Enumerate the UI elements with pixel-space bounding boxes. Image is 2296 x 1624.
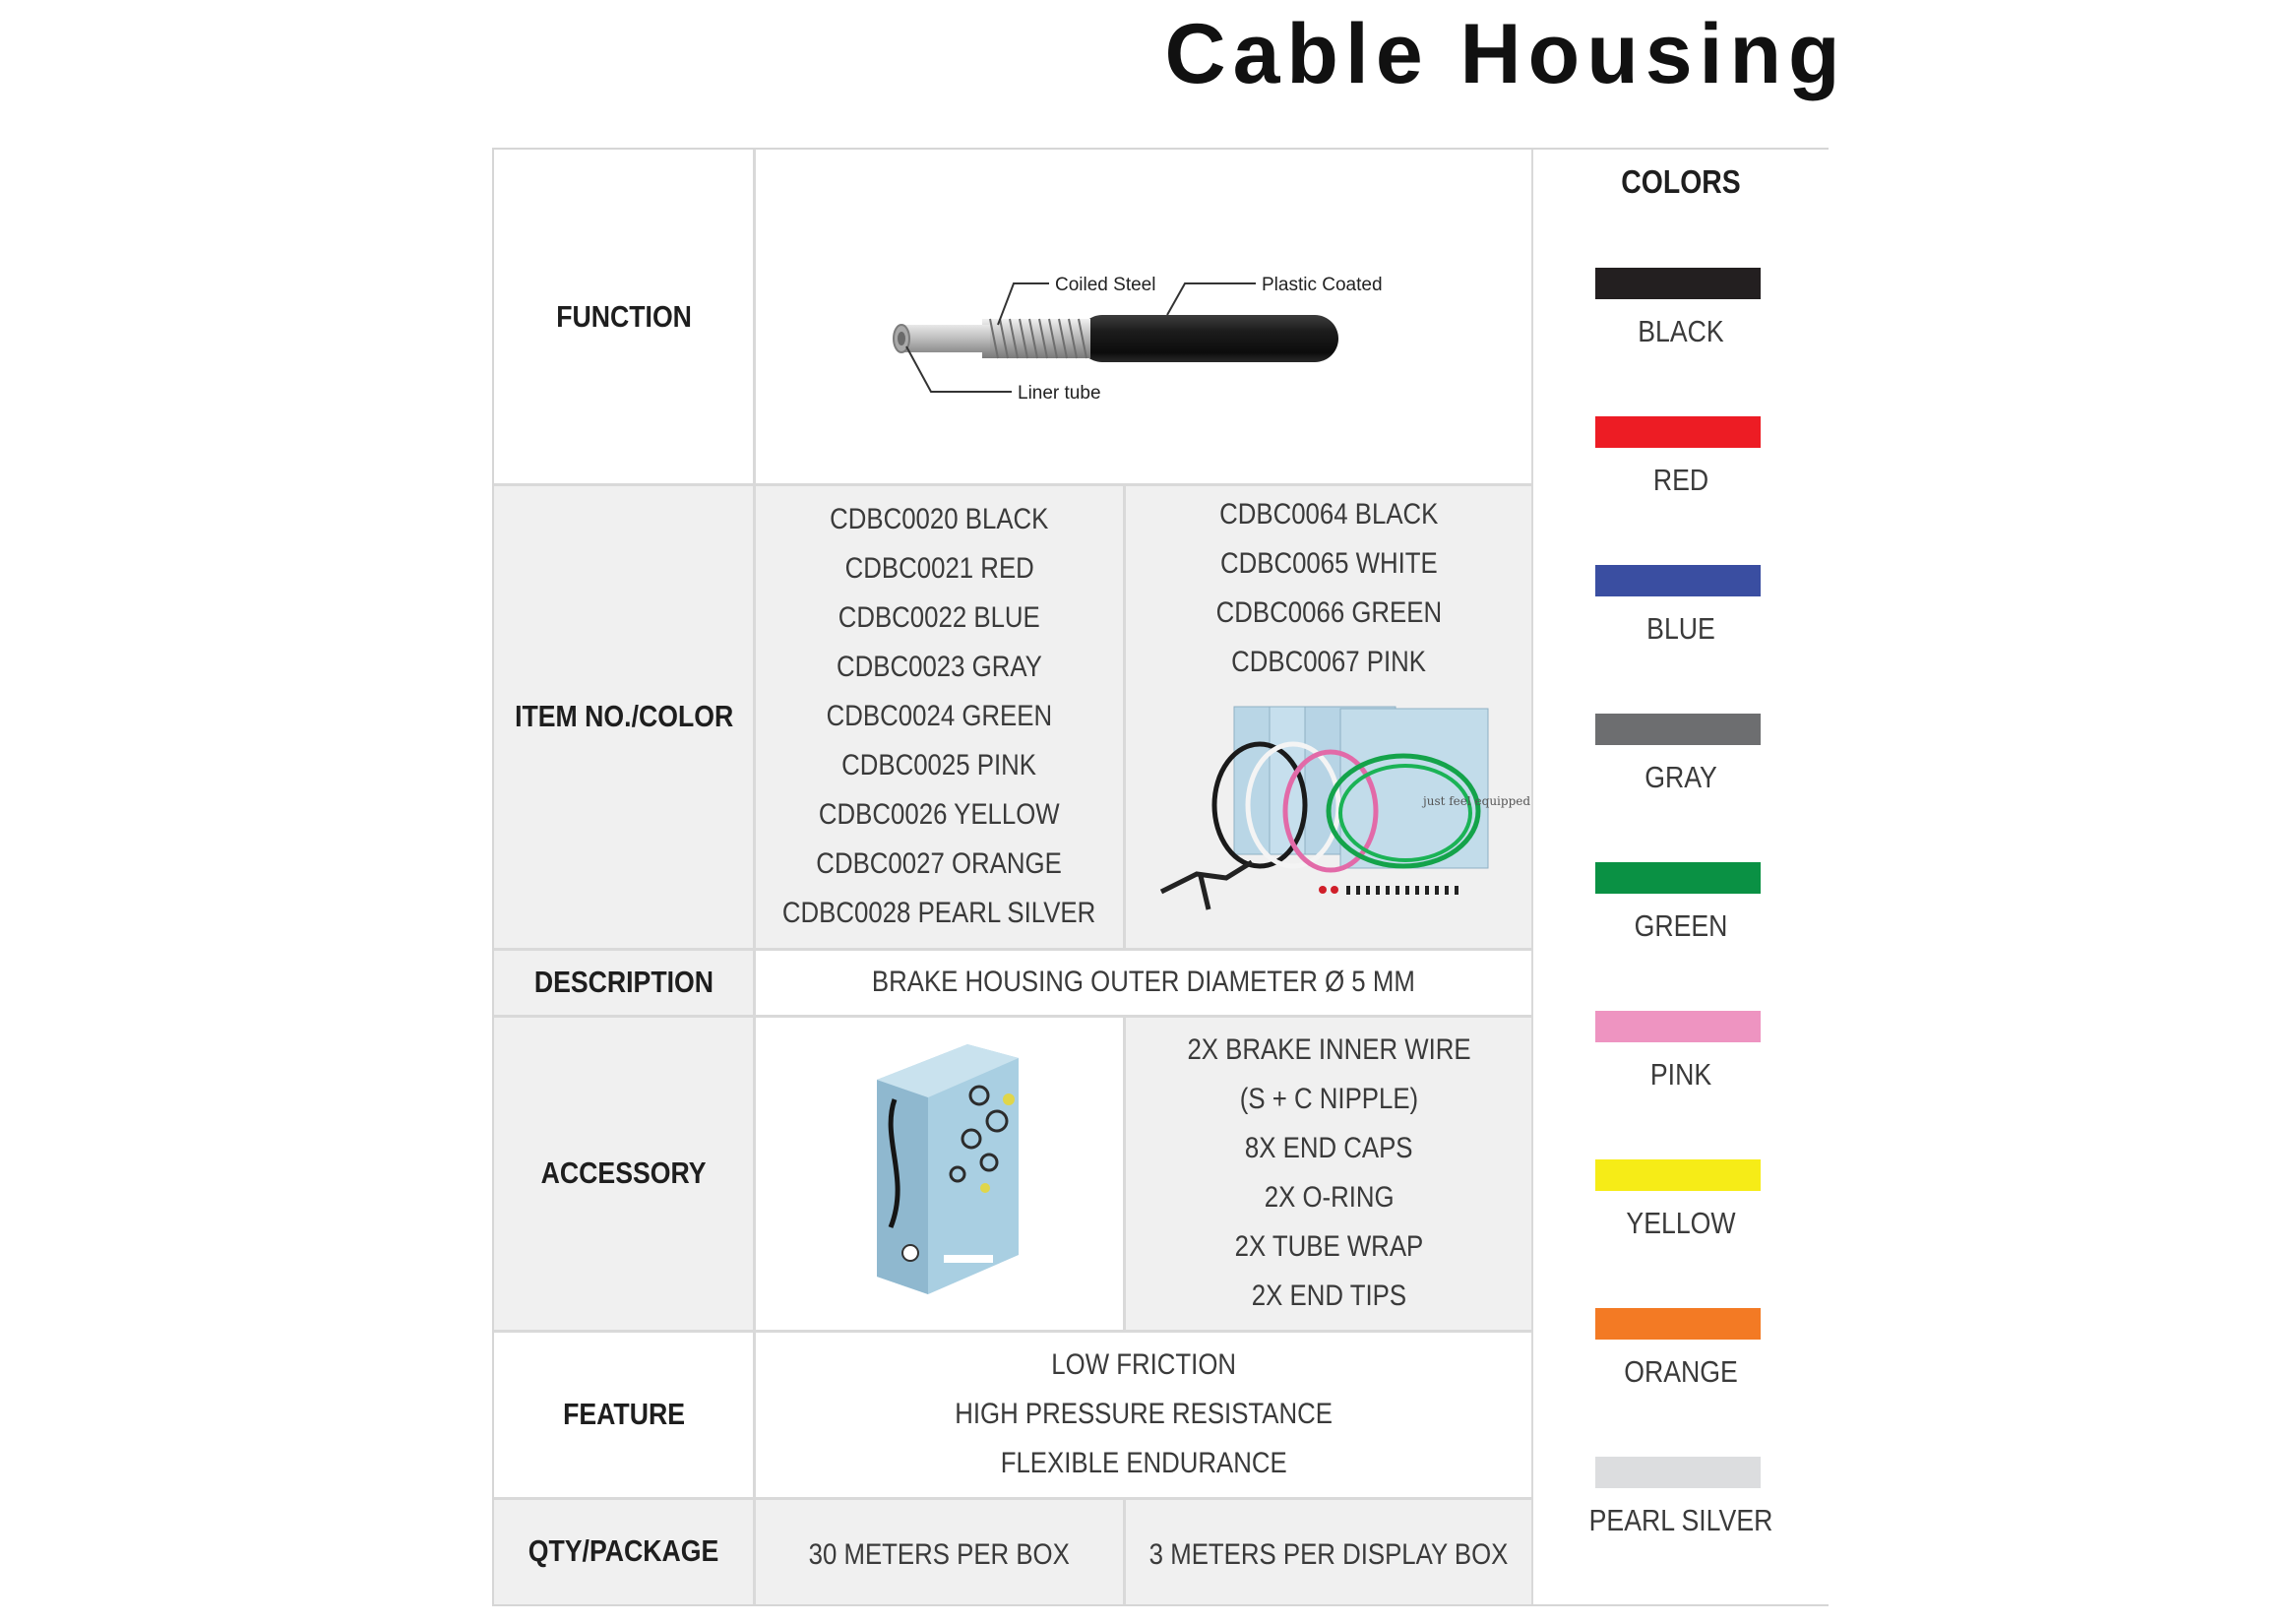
swatch-pink [1595,1011,1761,1042]
function-label-cell [494,150,754,484]
swatch-green [1595,862,1761,894]
accessory-image-cell [754,1016,1125,1331]
item-entry: CDBC0026 YELLOW [819,798,1060,831]
swatch-label: PINK [1649,1057,1712,1092]
package-card [1234,707,1488,868]
divider [494,948,1533,951]
divider [1123,1498,1126,1604]
feature-item: HIGH PRESSURE RESISTANCE [955,1398,1333,1430]
accessory-item: 2X BRAKE INNER WIRE [1187,1033,1471,1066]
qty-right-value: 3 METERS PER DISPLAY BOX [1149,1538,1509,1571]
item-entry: CDBC0021 RED [844,552,1034,585]
accessory-label: ACCESSORY [541,1156,707,1190]
function-label: FUNCTION [556,299,692,334]
item-label: ITEM NO./COLOR [514,699,734,733]
accessory-label-cell [494,1016,754,1331]
item-entry: CDBC0024 GREEN [826,700,1053,732]
page-title: Cable Housing [1164,7,1847,101]
swatch-label: BLACK [1638,314,1724,348]
item-entry: CDBC0064 BLACK [1219,498,1439,531]
swatch-label: ORANGE [1624,1354,1738,1389]
swatch-label: BLUE [1646,611,1715,646]
swatch-orange [1595,1308,1761,1340]
swatch-gray [1595,714,1761,745]
item-entry: CDBC0025 PINK [841,749,1037,781]
item-entry: CDBC0022 BLUE [838,601,1041,634]
description-value-cell [754,949,1533,1016]
display-box-packages-image [1157,703,1530,911]
item-entry: CDBC0023 GRAY [837,651,1042,683]
divider [1123,1016,1126,1331]
description-label-cell [494,949,754,1016]
item-entry: CDBC0066 GREEN [1215,596,1443,629]
liner-tube-label: Liner tube [1018,383,1101,404]
qty-left-value: 30 METERS PER BOX [808,1538,1071,1571]
feature-item: FLEXIBLE ENDURANCE [1000,1447,1287,1479]
feature-label: FEATURE [563,1397,685,1431]
divider [494,483,1533,486]
colors-heading: COLORS [1621,163,1741,200]
item-entry: CDBC0028 PEARL SILVER [782,897,1096,929]
cable-box-image [841,1031,1038,1316]
cable-cross-section-diagram [754,150,1533,484]
function-diagram-cell [754,150,1533,484]
divider [494,1497,1533,1500]
bicycle-handlebar-icon [1161,862,1252,909]
item-label-cell [494,484,754,949]
spec-table [492,148,1829,1606]
coiled-steel-label: Coiled Steel [1055,275,1156,295]
swatch-label: PEARL SILVER [1588,1503,1773,1537]
swatch-label: RED [1652,463,1709,497]
swatch-label: YELLOW [1626,1206,1736,1240]
swatch-yellow [1595,1159,1761,1191]
qty-right-cell [1125,1498,1533,1604]
accessory-item: 8X END CAPS [1245,1132,1413,1164]
qty-label: QTY/PACKAGE [528,1533,719,1568]
swatch-black [1595,268,1761,299]
plastic-coated-label: Plastic Coated [1262,275,1383,295]
feature-label-cell [494,1331,754,1498]
swatch-label: GRAY [1644,760,1717,794]
accessory-item: 2X O-RING [1264,1181,1395,1214]
swatch-pearl-silver [1595,1457,1761,1488]
dot-strip [1319,886,1458,895]
divider [1123,484,1126,949]
description-value: BRAKE HOUSING OUTER DIAMETER Ø 5 MM [872,966,1415,998]
accessory-item: (S + C NIPPLE) [1239,1083,1419,1115]
swatch-red [1595,416,1761,448]
divider [753,150,756,1604]
qty-label-cell [494,1498,754,1604]
divider [494,1015,1533,1018]
item-entry: CDBC0027 ORANGE [816,847,1063,880]
divider [494,1330,1533,1333]
item-entry: CDBC0067 PINK [1231,646,1427,678]
accessory-item: 2X END TIPS [1251,1280,1407,1312]
cable-outer-jacket [1079,315,1338,362]
description-label: DESCRIPTION [533,965,714,999]
accessory-items-list [1125,1016,1533,1331]
item-entry: CDBC0065 WHITE [1220,547,1438,580]
accessory-item: 2X TUBE WRAP [1234,1230,1424,1263]
feature-item: LOW FRICTION [1051,1348,1236,1381]
colors-column [1533,150,1829,1604]
item-entry: CDBC0020 BLACK [830,503,1049,535]
item-right-cell [1125,484,1533,949]
swatch-blue [1595,565,1761,596]
item-left-list [754,484,1125,949]
package-slogan: just feel equipped [1422,794,1530,808]
swatch-label: GREEN [1634,908,1728,943]
feature-list [754,1331,1533,1498]
qty-left-cell [754,1498,1125,1604]
